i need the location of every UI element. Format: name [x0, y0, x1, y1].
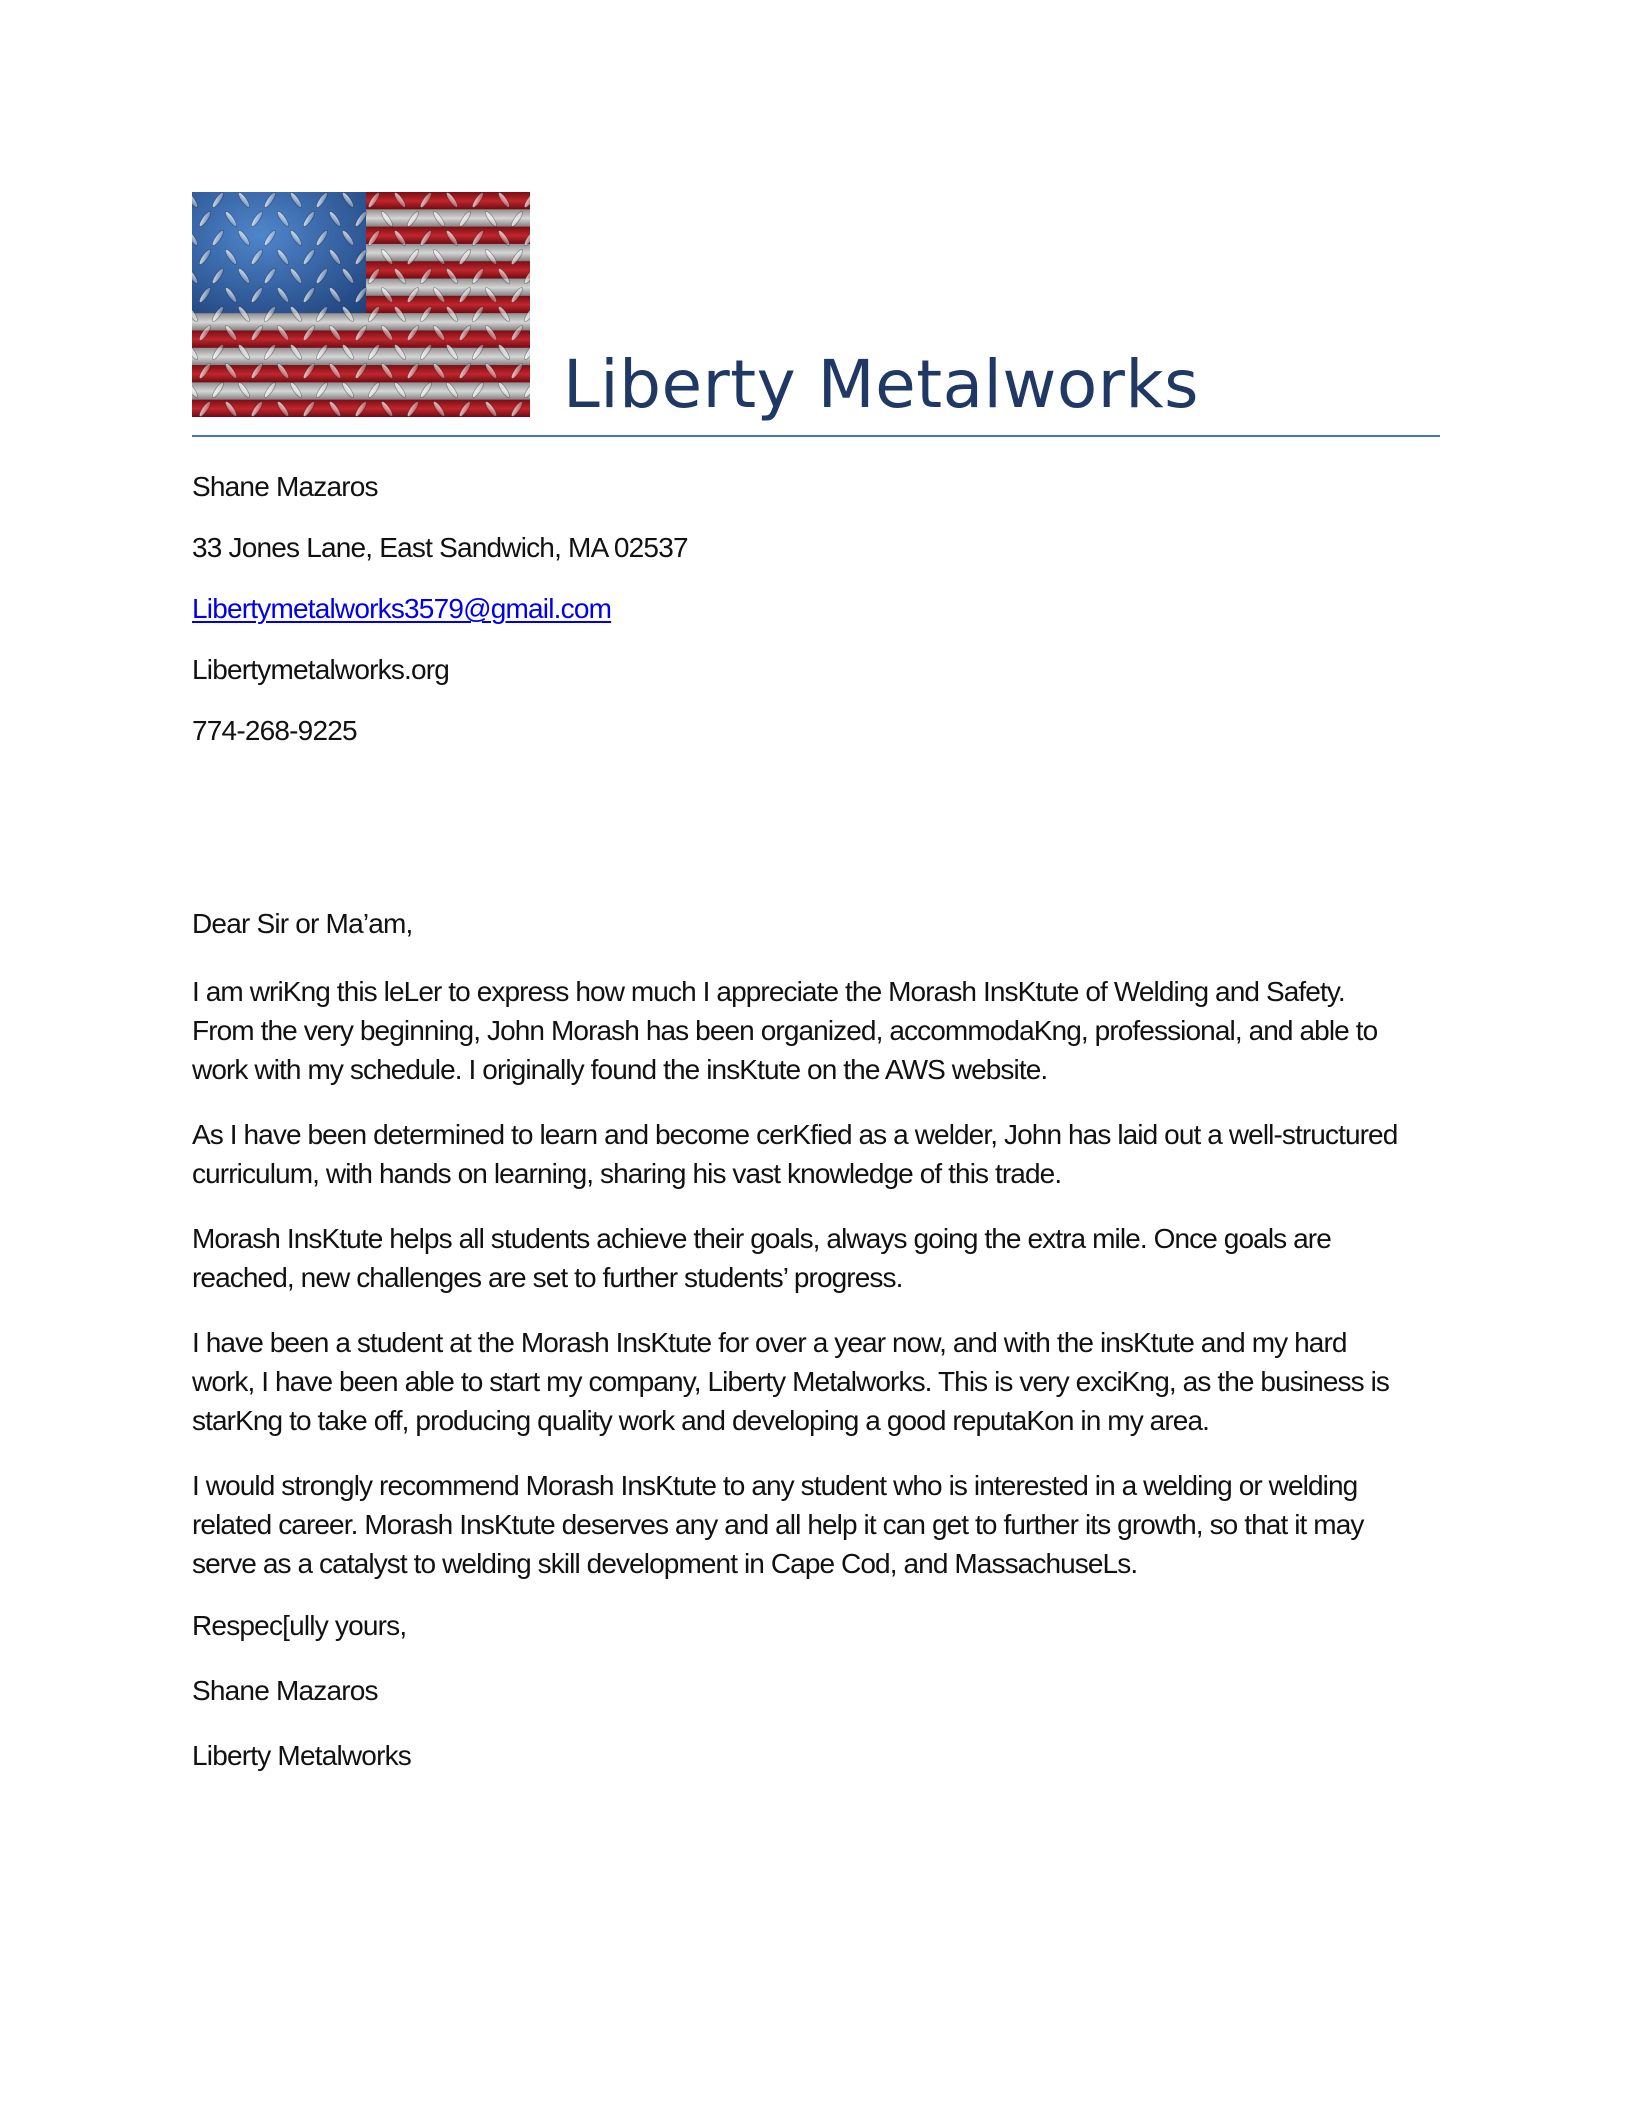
- paragraph-4: [192, 1323, 1442, 1440]
- paragraph-line: I have been a student at the Morash InsKtute for over a year now, and with the insKtute and my hard: [192, 1327, 1347, 1358]
- contact-name: Shane Mazaros: [192, 471, 378, 502]
- paragraph-2: [192, 1115, 1442, 1193]
- signature-company: Liberty Metalworks: [192, 1740, 412, 1771]
- contact-website: Libertymetalworks.org: [192, 654, 450, 685]
- paragraph-line: related career. Morash InsKtute deserves any and all help it can get to further its growth, so that it may: [192, 1509, 1364, 1540]
- paragraph-3: [192, 1219, 1442, 1297]
- paragraph-line: starKng to take off, producing quality work and developing a good reputaKon in my area.: [192, 1405, 1209, 1436]
- paragraph-line: work with my schedule. I originally found the insKtute on the AWS website.: [192, 1054, 1048, 1085]
- paragraph-line: As I have been determined to learn and become cerKfied as a welder, John has laid out a well-structured: [192, 1119, 1398, 1150]
- paragraph-line: I would strongly recommend Morash InsKtute to any student who is interested in a welding or welding: [192, 1470, 1358, 1501]
- contact-phone: 774-268-9225: [192, 715, 357, 746]
- contact-address: 33 Jones Lane, East Sandwich, MA 02537: [192, 532, 688, 563]
- signature-name: Shane Mazaros: [192, 1675, 378, 1706]
- flag-logo-icon: [192, 192, 530, 417]
- salutation: Dear Sir or Ma’am,: [192, 908, 413, 939]
- paragraph-line: Morash InsKtute helps all students achieve their goals, always going the extra mile. Once goals are: [192, 1223, 1331, 1254]
- contact-email-link[interactable]: Libertymetalworks3579@gmail.com: [192, 593, 612, 624]
- letter-body: [192, 907, 1442, 1804]
- paragraph-line: work, I have been able to start my company, Liberty Metalworks. This is very exciKng, as the business is: [192, 1366, 1390, 1397]
- closing: Respec[ully yours,: [192, 1610, 407, 1641]
- contact-block: [192, 470, 1292, 775]
- paragraph-line: I am wriKng this leLer to express how much I appreciate the Morash InsKtute of Welding and Safety.: [192, 976, 1345, 1007]
- paragraph-line: reached, new challenges are set to further students’ progress.: [192, 1262, 903, 1293]
- paragraph-line: From the very beginning, John Morash has been organized, accommodaKng, professional, and able to: [192, 1015, 1378, 1046]
- paragraph-5: [192, 1466, 1442, 1583]
- paragraph-line: serve as a catalyst to welding skill development in Cape Cod, and MassachuseLs.: [192, 1548, 1138, 1579]
- header-divider: [192, 435, 1440, 437]
- letterhead: [192, 192, 1440, 438]
- company-title: Liberty Metalworks: [563, 346, 1199, 423]
- paragraph-line: curriculum, with hands on learning, sharing his vast knowledge of this trade.: [192, 1158, 1062, 1189]
- paragraph-1: [192, 972, 1442, 1089]
